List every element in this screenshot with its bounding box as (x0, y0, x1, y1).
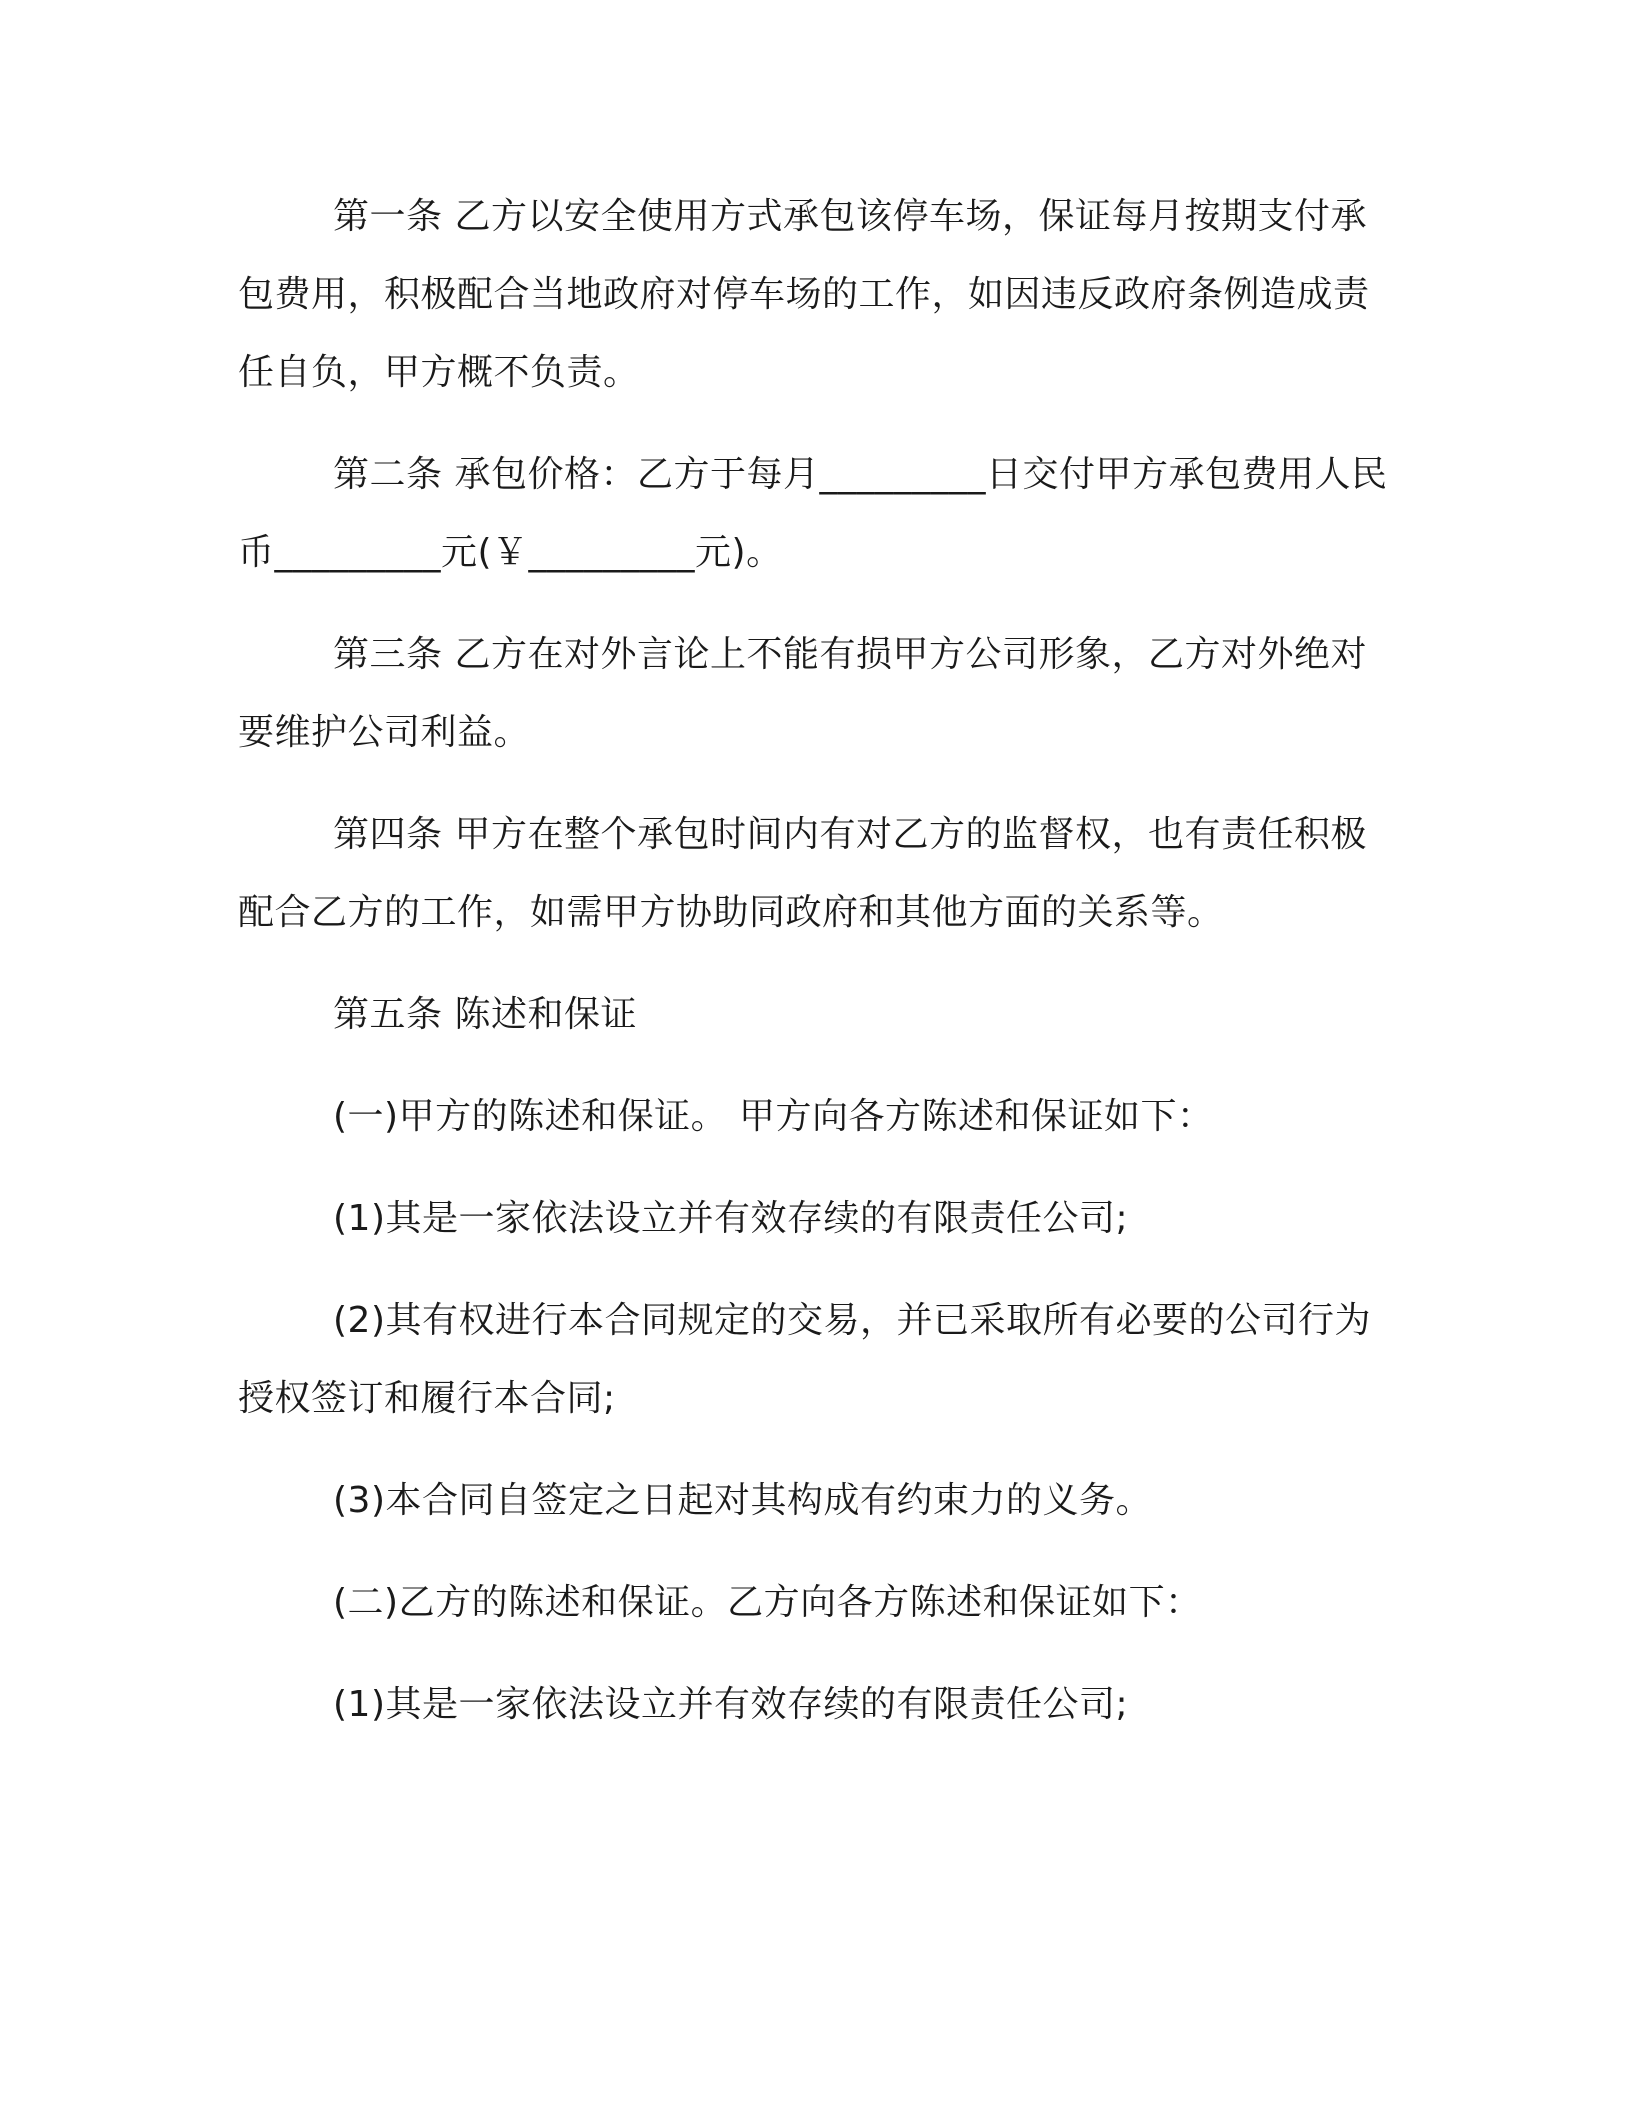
party-a-item-2: (2)其有权进行本合同规定的交易，并已采取所有必要的公司行为授权签订和履行本合同; (238, 1300, 1371, 1419)
document-body (238, 178, 1388, 1744)
party-b-item-1: (1)其是一家依法设立并有效存续的有限责任公司; (333, 1684, 1129, 1725)
party-a-item-1: (1)其是一家依法设立并有效存续的有限责任公司; (333, 1198, 1129, 1239)
party-a-statement-heading: (一)甲方的陈述和保证。 甲方向各方陈述和保证如下： (333, 1096, 1214, 1137)
party-a-item-3: (3)本合同自签定之日起对其构成有约束力的义务。 (333, 1480, 1152, 1521)
clause-1-paragraph: 第一条 乙方以安全使用方式承包该停车场，保证每月按期支付承包费用，积极配合当地政府对停车场的工作，如因违反政府条例造成责任自负，甲方概不负责。 (238, 196, 1370, 393)
clause-2-paragraph: 第二条 承包价格：乙方于每月_________日交付甲方承包费用人民币_________元(￥_________元)。 (238, 454, 1388, 573)
party-b-statement-heading: (二)乙方的陈述和保证。乙方向各方陈述和保证如下： (333, 1582, 1202, 1623)
clause-3-paragraph: 第三条 乙方在对外言论上不能有损甲方公司形象，乙方对外绝对要维护公司利益。 (238, 634, 1367, 753)
clause-4-paragraph: 第四条 甲方在整个承包时间内有对乙方的监督权，也有责任积极配合乙方的工作，如需甲方协助同政府和其他方面的关系等。 (238, 814, 1367, 933)
clause-5-heading: 第五条 陈述和保证 (333, 994, 637, 1035)
